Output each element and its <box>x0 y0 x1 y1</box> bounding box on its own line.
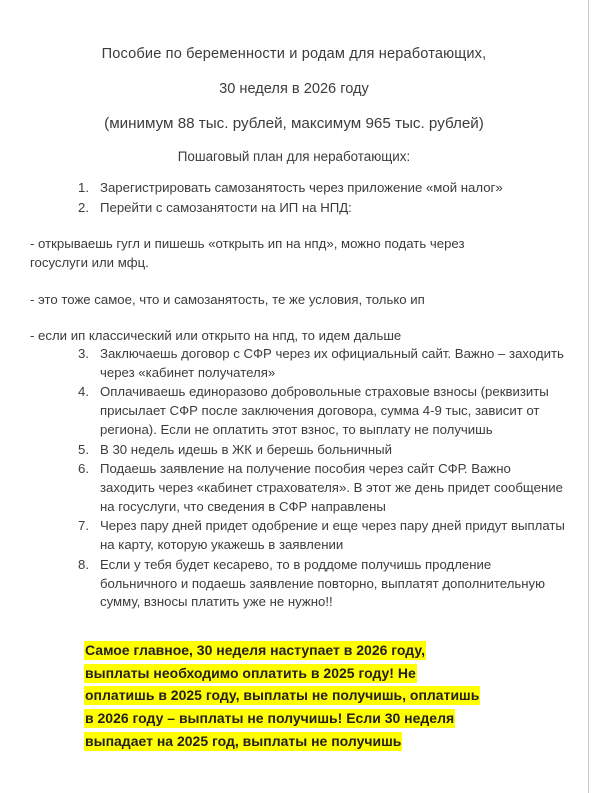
highlight-text: оплатишь в 2025 году, выплаты не получишь, оплатишь <box>85 687 480 704</box>
list-item: Через пару дней придет одобрение и еще через пару дней придут выплаты на карту, которую укажешь в заявлении <box>100 518 565 553</box>
highlight-text: в 2026 году – выплаты не получишь! Если 30 неделя <box>85 710 455 727</box>
page-title-line-1: Пособие по беременности и родам для неработающих, <box>101 46 487 62</box>
dash-note: - открываешь гугл и пишешь «открыть ип на нпд», можно подать через госуслуги или мфц. <box>30 236 465 271</box>
list-item: Подаешь заявление на получение пособия через сайт СФР. Важно заходить через «кабинет страхователя». В этот же день придет сообщение на госуслуги, что сведения в СФР направлены <box>100 461 563 514</box>
list-item: Оплачиваешь единоразово добровольные страховые взносы (реквизиты присылает СФР после заключения договора, сумма 4-9 тыс, зависит от региона). Если не оплатить этот взнос, то выплату не получишь <box>100 384 549 437</box>
highlight-text: выплаты необходимо оплатить в 2025 году! Не <box>85 664 416 681</box>
highlight-text: выпадает на 2025 год, выплаты не получишь <box>85 732 402 749</box>
list-item: Если у тебя будет кесарево, то в роддоме получишь продление больничного и подаешь заявление повторно, выплатят дополнительную сумму, взносы платить уже не нужно!! <box>100 556 546 610</box>
dash-note: - если ип классический или открыто на нпд, то идем дальше <box>30 327 402 343</box>
list-item: Зарегистрировать самозанятость через приложение «мой налог» <box>100 179 503 195</box>
page-title-line-2: 30 неделя в 2026 году <box>219 80 369 97</box>
page-edge-line <box>588 0 589 793</box>
steps-list-first <box>22 179 566 217</box>
document-title-block <box>22 47 566 131</box>
steps-list-rest <box>22 345 566 612</box>
highlight-line <box>84 707 566 730</box>
plan-subtitle: Пошаговый план для неработающих: <box>177 149 411 165</box>
highlight-line <box>84 639 566 662</box>
page-title-line-3: (минимум 88 тыс. рублей, максимум 965 тыс. рублей) <box>104 115 484 133</box>
highlight-line <box>84 662 566 685</box>
highlight-line <box>84 730 566 753</box>
highlight-line <box>84 684 566 707</box>
highlight-text: Самое главное, 30 неделя наступает в 2026 году, <box>85 642 425 659</box>
dash-note: - это тоже самое, что и самозанятость, те же условия, только ип <box>30 291 425 307</box>
list-item: Перейти с самозанятости на ИП на НПД: <box>100 199 352 215</box>
spacer <box>22 613 566 639</box>
list-item: Заключаешь договор с СФР через их официальный сайт. Важно – заходить через «кабинет получателя» <box>100 345 564 380</box>
highlighted-warning-block <box>22 639 566 752</box>
list-item: В 30 недель идешь в ЖК и берешь больничный <box>100 441 393 457</box>
